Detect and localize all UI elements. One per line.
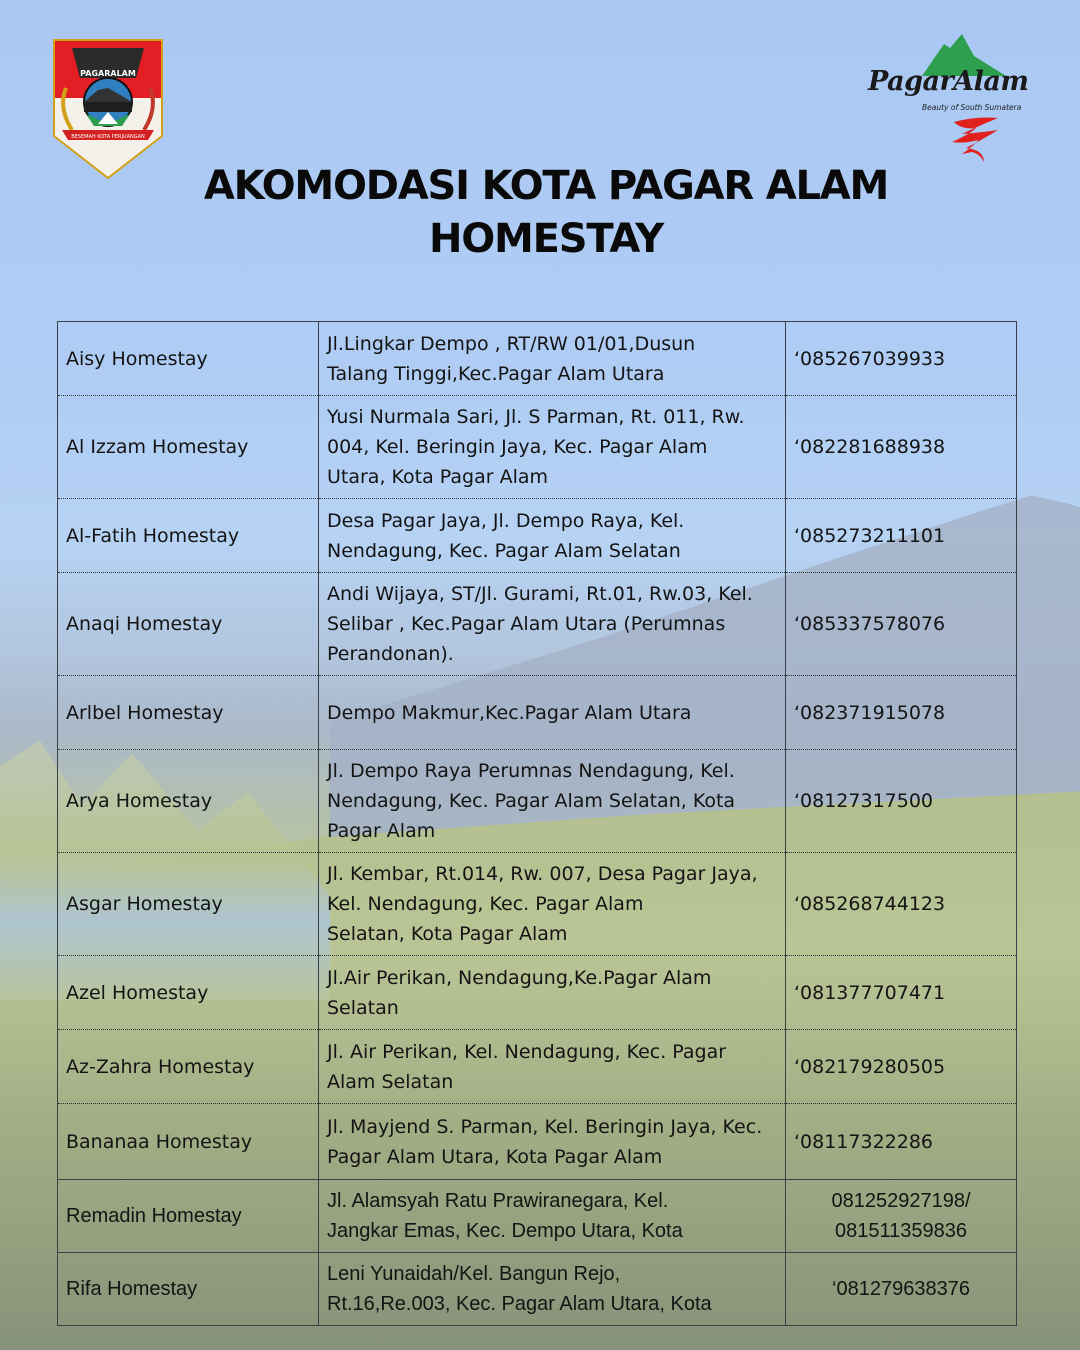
address-line: Jl.Lingkar Dempo , RT/RW 01/01,Dusun xyxy=(327,332,696,355)
address-line: Pagar Alam Utara, Kota Pagar Alam xyxy=(327,1145,663,1168)
page-title-line1: AKOMODASI KOTA PAGAR ALAM xyxy=(203,163,889,209)
address-line: Selatan, Kota Pagar Alam xyxy=(327,923,568,945)
phone-number: ‘085267039933 xyxy=(794,347,946,370)
phone-number: ‘082371915078 xyxy=(794,701,946,724)
homestay-table-body xyxy=(58,322,1017,1326)
homestay-address xyxy=(319,322,786,396)
homestay-phone xyxy=(786,1253,1017,1326)
address-line: Jl. Air Perikan, Kel. Nendagung, Kec. Pagar xyxy=(327,1040,727,1063)
table-row xyxy=(58,853,1017,956)
page-title xyxy=(0,160,1080,266)
homestay-address xyxy=(319,956,786,1030)
homestay-name: Bananaa Homestay xyxy=(58,1104,319,1180)
homestay-phone xyxy=(786,573,1017,676)
homestay-address xyxy=(319,676,786,750)
homestay-name: Aisy Homestay xyxy=(58,322,319,396)
homestay-phone xyxy=(786,676,1017,750)
homestay-name: Az-Zahra Homestay xyxy=(58,1030,319,1104)
address-line: Leni Yunaidah/Kel. Bangun Rejo, xyxy=(327,1263,621,1285)
address-line: Kel. Nendagung, Kec. Pagar Alam xyxy=(327,893,644,915)
homestay-name: Arya Homestay xyxy=(58,750,319,853)
homestay-address xyxy=(319,750,786,853)
logo-brand-text: PagarAlam xyxy=(868,66,1029,97)
address-line: Jl. Mayjend S. Parman, Kel. Beringin Jaya, Kec. xyxy=(327,1115,763,1138)
homestay-phone xyxy=(786,956,1017,1030)
address-line: Jl. Kembar, Rt.014, Rw. 007, Desa Pagar Jaya, xyxy=(327,863,758,885)
phone-number: ‘082179280505 xyxy=(794,1055,946,1078)
homestay-name: Rifa Homestay xyxy=(58,1253,319,1326)
table-row xyxy=(58,396,1017,499)
phone-number: ‘08117322286 xyxy=(794,1130,934,1153)
table-row xyxy=(58,750,1017,853)
shield-ribbon-text: BESEMAH KOTA PERJUANGAN xyxy=(71,134,145,140)
phone-number: ‘081377707471 xyxy=(794,981,946,1004)
address-line: Alam Selatan xyxy=(327,1070,454,1093)
pagaralam-tourism-logo xyxy=(866,30,1029,178)
address-line: Selatan xyxy=(327,996,399,1019)
address-line: Dempo Makmur,Kec.Pagar Alam Utara xyxy=(327,701,692,724)
address-line: Perandonan). xyxy=(327,643,454,665)
homestay-name: Arlbel Homestay xyxy=(58,676,319,750)
homestay-name: Remadin Homestay xyxy=(58,1180,319,1253)
table-row xyxy=(58,1104,1017,1180)
homestay-address xyxy=(319,573,786,676)
address-line: Desa Pagar Jaya, Jl. Dempo Raya, Kel. xyxy=(327,509,685,532)
phone-number: ‘085337578076 xyxy=(794,613,946,635)
homestay-phone xyxy=(786,1180,1017,1253)
address-line: Yusi Nurmala Sari, Jl. S Parman, Rt. 011, Rw. xyxy=(327,406,745,428)
phone-number: ‘085273211101 xyxy=(794,524,946,547)
homestay-name: Asgar Homestay xyxy=(58,853,319,956)
homestay-phone xyxy=(786,853,1017,956)
homestay-address xyxy=(319,1180,786,1253)
address-line: Jl. Alamsyah Ratu Prawiranegara, Kel. xyxy=(327,1190,669,1212)
table-row xyxy=(58,1253,1017,1326)
phone-number: ‘082281688938 xyxy=(794,436,946,458)
table-row xyxy=(58,573,1017,676)
homestay-phone xyxy=(786,322,1017,396)
phone-number: ‘081279638376 xyxy=(832,1278,970,1300)
address-line: Pagar Alam xyxy=(327,820,436,842)
address-line: Jl. Dempo Raya Perumnas Nendagung, Kel. xyxy=(327,760,735,782)
homestay-name: Azel Homestay xyxy=(58,956,319,1030)
phone-number: 081511359836 xyxy=(835,1220,967,1242)
address-line: Jl.Air Perikan, Nendagung,Ke.Pagar Alam xyxy=(327,966,712,989)
homestay-table xyxy=(57,321,1017,1326)
address-line: Nendagung, Kec. Pagar Alam Selatan xyxy=(327,539,681,562)
address-line: 004, Kel. Beringin Jaya, Kec. Pagar Alam xyxy=(327,436,708,458)
homestay-phone xyxy=(786,499,1017,573)
address-line: Utara, Kota Pagar Alam xyxy=(327,466,549,488)
table-row xyxy=(58,322,1017,396)
table-row xyxy=(58,1030,1017,1104)
homestay-name: Al-Fatih Homestay xyxy=(58,499,319,573)
homestay-name: Al Izzam Homestay xyxy=(58,396,319,499)
homestay-phone xyxy=(786,1104,1017,1180)
address-line: Talang Tinggi,Kec.Pagar Alam Utara xyxy=(327,362,665,385)
table-row xyxy=(58,1180,1017,1253)
homestay-address xyxy=(319,499,786,573)
address-line: Rt.16,Re.003, Kec. Pagar Alam Utara, Kota xyxy=(327,1293,712,1315)
city-coat-of-arms-logo xyxy=(52,38,164,180)
homestay-phone xyxy=(786,750,1017,853)
phone-number: ‘085268744123 xyxy=(794,893,946,915)
address-line: Selibar , Kec.Pagar Alam Utara (Perumnas xyxy=(327,613,726,635)
homestay-address xyxy=(319,1253,786,1326)
homestay-phone xyxy=(786,396,1017,499)
table-row xyxy=(58,499,1017,573)
address-line: Nendagung, Kec. Pagar Alam Selatan, Kota xyxy=(327,790,736,812)
logo-tagline-text: Beauty of South Sumatera xyxy=(922,103,1022,112)
address-line: Andi Wijaya, ST/Jl. Gurami, Rt.01, Rw.03, Kel. xyxy=(327,583,753,605)
page-title-line2: HOMESTAY xyxy=(428,216,664,262)
table-row xyxy=(58,956,1017,1030)
homestay-name: Anaqi Homestay xyxy=(58,573,319,676)
address-line: Jangkar Emas, Kec. Dempo Utara, Kota xyxy=(327,1220,683,1242)
phone-number: 081252927198/ xyxy=(831,1190,971,1212)
phone-number: ‘08127317500 xyxy=(794,790,934,812)
homestay-address xyxy=(319,853,786,956)
shield-banner-text: PAGARALAM xyxy=(80,69,136,78)
homestay-address xyxy=(319,1030,786,1104)
homestay-address xyxy=(319,396,786,499)
coat-of-arms-icon xyxy=(52,38,164,180)
homestay-phone xyxy=(786,1030,1017,1104)
table-row xyxy=(58,676,1017,750)
homestay-address xyxy=(319,1104,786,1180)
